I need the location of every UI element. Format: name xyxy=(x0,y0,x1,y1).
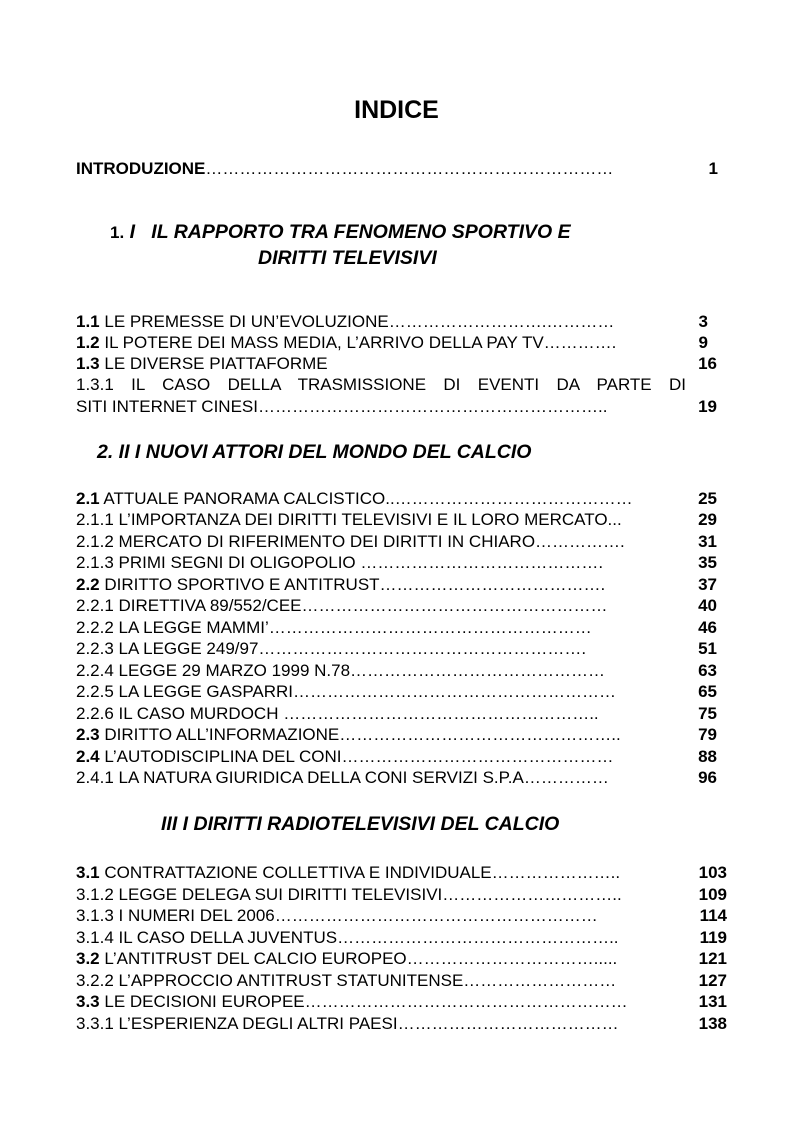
toc-page-number: 35 xyxy=(698,553,717,572)
toc-entry-text: 2.4 L’AUTODISCIPLINA DEL CONI………………………………………… xyxy=(76,747,614,766)
toc-page-number: 3 xyxy=(698,312,708,331)
toc-page-number: 46 xyxy=(698,618,717,637)
toc-entry[interactable] xyxy=(76,884,728,905)
toc-entry-text: SITI INTERNET CINESI…………………………………………………….. xyxy=(76,397,608,416)
toc-entry-text: 2.2 DIRITTO SPORTIVO E ANTITRUST…………………………………. xyxy=(76,575,606,594)
toc-page-number: 103 xyxy=(698,863,727,882)
toc-entry[interactable] xyxy=(76,374,728,395)
toc-page-number: 25 xyxy=(698,489,717,508)
toc-entry[interactable] xyxy=(76,991,728,1012)
toc-entry-text: 2.2.5 LA LEGGE GASPARRI………………………………………………… xyxy=(76,682,617,701)
toc-page-number: 79 xyxy=(698,725,717,744)
toc-page-number: 29 xyxy=(698,510,717,529)
toc-entry[interactable] xyxy=(76,862,728,883)
toc-page-number: 138 xyxy=(698,1014,727,1033)
toc-entry-text: 2.2.6 IL CASO MURDOCH ……………………………………………….. xyxy=(76,704,599,723)
chapter-1-heading-line2: DIRITTI TELEVISIVI xyxy=(258,247,437,269)
toc-entry-introduzione[interactable] xyxy=(76,158,728,179)
toc-entry-text: 2.2.1 DIRETTIVA 89/552/CEE……………………………………………… xyxy=(76,596,608,615)
toc-entry-text: 3.2.2 L’APPROCCIO ANTITRUST STATUNITENSE……………………… xyxy=(76,971,617,990)
toc-page-number: 51 xyxy=(698,639,717,658)
toc-entry-text: 2.1.3 PRIMI SEGNI DI OLIGOPOLIO ……………………………………. xyxy=(76,553,604,572)
toc-page-number: 16 xyxy=(698,354,717,373)
toc-entry[interactable] xyxy=(76,638,728,659)
toc-page-number: 19 xyxy=(698,397,717,416)
toc-entry[interactable] xyxy=(76,531,728,552)
toc-entry[interactable] xyxy=(76,396,728,417)
toc-page-number: 75 xyxy=(698,704,717,723)
toc-entry-text: 2.1 ATTUALE PANORAMA CALCISTICO..…………………………………… xyxy=(76,489,633,508)
toc-entry-text: 2.2.2 LA LEGGE MAMMI’………………………………………………… xyxy=(76,618,592,637)
toc-entry[interactable] xyxy=(76,488,728,509)
chapter-1-heading: 1. I IL RAPPORTO TRA FENOMENO SPORTIVO E xyxy=(110,221,571,243)
toc-entry[interactable] xyxy=(76,905,728,926)
toc-entry-text: 2.2.4 LEGGE 29 MARZO 1999 N.78……………………………………… xyxy=(76,661,606,680)
toc-entry[interactable] xyxy=(76,509,728,530)
toc-entry-text: 3.1.4 IL CASO DELLA JUVENTUS………………………………………….. xyxy=(76,928,619,947)
toc-entry[interactable] xyxy=(76,703,728,724)
toc-entry[interactable] xyxy=(76,311,728,332)
toc-entry-text: 1.3.1 IL CASO DELLA TRASMISSIONE DI EVENTI DA PARTE DI xyxy=(76,375,686,394)
toc-entry[interactable] xyxy=(76,681,728,702)
chapter-3-heading: III I DIRITTI RADIOTELEVISIVI DEL CALCIO xyxy=(161,813,560,835)
toc-page-number: 65 xyxy=(698,682,717,701)
toc-entry[interactable] xyxy=(76,948,728,969)
toc-entry-text: 3.1.3 I NUMERI DEL 2006………………………………………………… xyxy=(76,906,598,925)
toc-entry-text: 3.3 LE DECISIONI EUROPEE………………………………………………… xyxy=(76,992,628,1011)
toc-entry-text: INTRODUZIONE……………………………………………………………… xyxy=(76,159,614,178)
toc-page-number: 88 xyxy=(698,747,717,766)
chapter-2-heading: 2. II I NUOVI ATTORI DEL MONDO DEL CALCIO xyxy=(97,441,532,463)
toc-entry[interactable] xyxy=(76,353,728,374)
toc-entry-text: 3.1.2 LEGGE DELEGA SUI DIRITTI TELEVISIVI………………………….. xyxy=(76,885,622,904)
toc-page-number: 31 xyxy=(698,532,717,551)
toc-entry[interactable] xyxy=(76,332,728,353)
toc-entry[interactable] xyxy=(76,595,728,616)
toc-entry[interactable] xyxy=(76,574,728,595)
toc-entry-text: 3.1 CONTRATTAZIONE COLLETTIVA E INDIVIDUALE………………….. xyxy=(76,863,621,882)
toc-entry-text: 1.2 IL POTERE DEI MASS MEDIA, L’ARRIVO DELLA PAY TV…………. xyxy=(76,333,617,352)
toc-entry[interactable] xyxy=(76,970,728,991)
toc-entry-text: 2.1.1 L’IMPORTANZA DEI DIRITTI TELEVISIVI E IL LORO MERCATO... xyxy=(76,510,622,529)
toc-entry[interactable] xyxy=(76,552,728,573)
toc-page-number: 40 xyxy=(698,596,717,615)
toc-entry[interactable] xyxy=(76,660,728,681)
toc-page-number: 114 xyxy=(699,906,727,925)
toc-entry[interactable] xyxy=(76,1013,728,1034)
toc-page-number: 131 xyxy=(698,992,727,1011)
toc-page-number: 109 xyxy=(698,885,727,904)
toc-page-number: 9 xyxy=(698,333,708,352)
toc-entry-text: 3.3.1 L’ESPERIENZA DEGLI ALTRI PAESI………………………………… xyxy=(76,1014,619,1033)
toc-entry[interactable] xyxy=(76,767,728,788)
toc-entry-text: 1.3 LE DIVERSE PIATTAFORME xyxy=(76,354,328,373)
toc-entry-text: 2.2.3 LA LEGGE 249/97…………………………………………………. xyxy=(76,639,587,658)
toc-page-number: 127 xyxy=(698,971,727,990)
toc-entry[interactable] xyxy=(76,724,728,745)
toc-entry-text: 2.1.2 MERCATO DI RIFERIMENTO DEI DIRITTI IN CHIARO……………. xyxy=(76,532,625,551)
toc-page-number: 96 xyxy=(698,768,717,787)
page-title: INDICE xyxy=(354,96,439,124)
toc-page-number: 119 xyxy=(699,928,727,947)
toc-entry-text: 2.4.1 LA NATURA GIURIDICA DELLA CONI SERVIZI S.P.A…………… xyxy=(76,768,609,787)
toc-entry[interactable] xyxy=(76,927,728,948)
toc-entry[interactable] xyxy=(76,746,728,767)
toc-entry[interactable] xyxy=(76,617,728,638)
toc-page-number: 121 xyxy=(698,949,727,968)
toc-page-number: 1 xyxy=(708,159,718,178)
toc-page-number: 63 xyxy=(698,661,717,680)
toc-entry-text: 1.1 LE PREMESSE DI UN’EVOLUZIONE……………………….………… xyxy=(76,312,615,331)
toc-entry-text: 3.2 L’ANTITRUST DEL CALCIO EUROPEO……………………………..... xyxy=(76,949,618,968)
toc-page-number: 37 xyxy=(698,575,717,594)
toc-entry-text: 2.3 DIRITTO ALL’INFORMAZIONE………………………………………….. xyxy=(76,725,621,744)
